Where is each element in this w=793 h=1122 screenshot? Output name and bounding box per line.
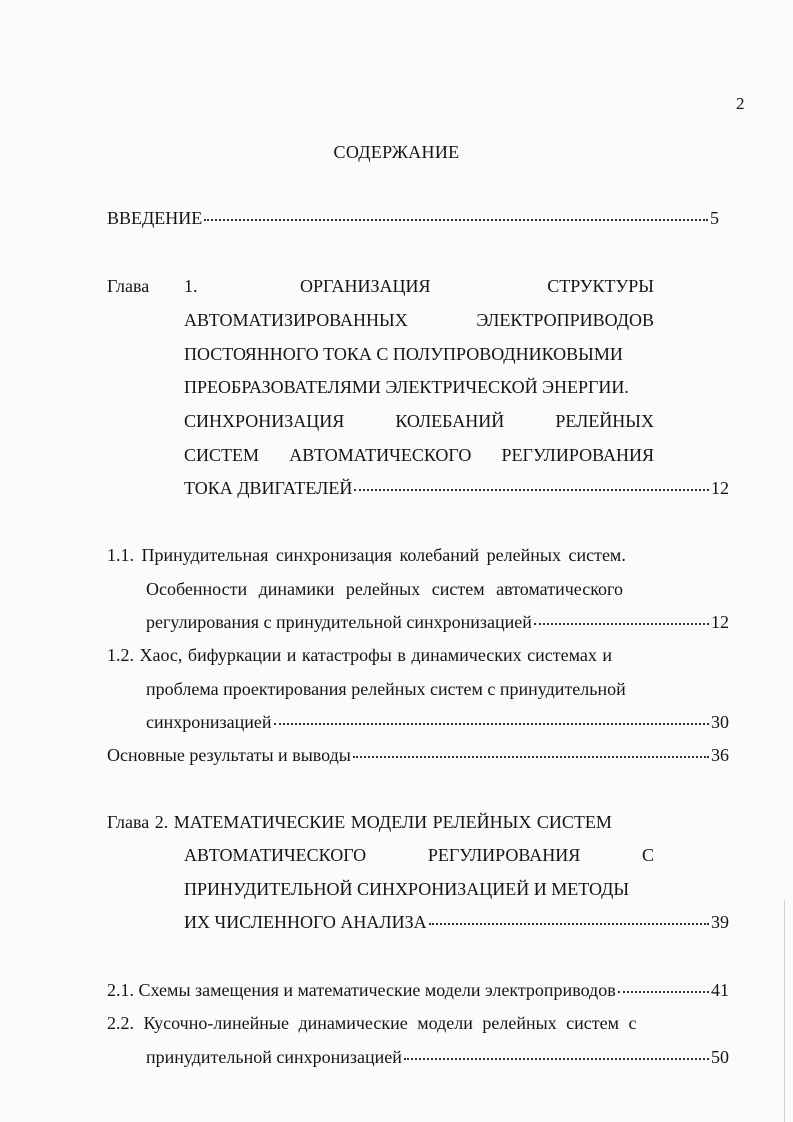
chapter-heading-line-7	[184, 478, 729, 499]
toc-section-2-1[interactable]	[107, 980, 729, 1001]
heading-word: ОРГАНИЗАЦИЯ	[300, 276, 431, 296]
section-line-1: 1.2. Хаос, бифуркации и катастрофы в динамических системах и	[107, 645, 612, 665]
toc-entry-label: ТОКА ДВИГАТЕЛЕЙ	[184, 478, 353, 498]
toc-entry-page: 12	[711, 478, 729, 498]
heading-word: РЕГУЛИРОВАНИЯ	[427, 845, 581, 865]
chapter-heading-line-2	[184, 310, 654, 331]
toc-entry-page: 50	[711, 1047, 729, 1067]
heading-word: АВТОМАТИЧЕСКОГО	[289, 445, 472, 465]
toc-entry-label: ВВЕДЕНИЕ	[107, 208, 203, 228]
dot-leader	[353, 756, 709, 758]
toc-entry-page: 39	[711, 912, 729, 932]
toc-entry-label: регулирования с принудительной синхронизацией	[146, 612, 532, 632]
heading-word: СТРУКТУРЫ	[547, 276, 654, 296]
chapter-heading-line-1: Глава 2. МАТЕМАТИЧЕСКИЕ МОДЕЛИ РЕЛЕЙНЫХ СИСТЕМ	[107, 812, 612, 832]
chapter-heading-line-3: ПРИНУДИТЕЛЬНОЙ СИНХРОНИЗАЦИЕЙ И МЕТОДЫ	[184, 879, 630, 899]
chapter-heading-line-1	[300, 276, 654, 297]
toc-entry-label: синхронизацией	[146, 712, 272, 732]
chapter-number: 1.	[184, 276, 198, 296]
section-line-3	[146, 712, 729, 733]
section-line-1: 1.1. Принудительная синхронизация колебаний релейных систем.	[107, 545, 626, 565]
chapter-label: Глава	[107, 276, 150, 296]
dot-leader	[618, 991, 709, 993]
toc-entry-page: 12	[711, 612, 729, 632]
dot-leader	[404, 1058, 709, 1060]
section-line-3	[146, 612, 729, 633]
chapter-heading-line-4	[184, 912, 729, 933]
heading-word: СИСТЕМ	[184, 445, 260, 465]
heading-word: СИНХРОНИЗАЦИЯ	[184, 411, 345, 431]
chapter-heading-line-5	[184, 411, 654, 432]
heading-word: КОЛЕБАНИЙ	[395, 411, 505, 431]
toc-entry-page: 30	[711, 712, 729, 732]
page-number: 2	[736, 94, 745, 113]
dot-leader	[274, 723, 709, 725]
toc-entry-label: принудительной синхронизацией	[146, 1047, 402, 1067]
dot-leader	[204, 219, 708, 221]
section-line-2: проблема проектирования релейных систем с принудительной	[146, 679, 626, 699]
toc-entry-results[interactable]	[107, 745, 729, 766]
chapter-heading-line-4: ПРЕОБРАЗОВАТЕЛЯМИ ЭЛЕКТРИЧЕСКОЙ ЭНЕРГИИ.	[184, 377, 629, 397]
heading-word: АВТОМАТИЧЕСКОГО	[184, 845, 367, 865]
heading-word: ЭЛЕКТРОПРИВОДОВ	[476, 310, 654, 330]
toc-entry-page: 36	[711, 745, 729, 765]
dot-leader	[429, 923, 709, 925]
toc-entry-label: ИХ ЧИСЛЕННОГО АНАЛИЗА	[184, 912, 427, 932]
toc-entry-page: 41	[711, 980, 729, 1000]
toc-entry-introduction[interactable]	[107, 208, 719, 229]
dot-leader	[354, 489, 709, 491]
chapter-heading-line-3: ПОСТОЯННОГО ТОКА С ПОЛУПРОВОДНИКОВЫМИ	[184, 344, 623, 364]
scan-edge-line	[784, 900, 785, 1122]
toc-entry-page: 5	[710, 208, 719, 228]
toc-entry-label: Основные результаты и выводы	[107, 745, 351, 765]
section-line-2	[146, 1047, 729, 1068]
dot-leader	[534, 623, 709, 625]
toc-entry-label: 2.1. Схемы замещения и математические модели электроприводов	[107, 980, 616, 1000]
heading-word: РЕЛЕЙНЫХ	[555, 411, 654, 431]
chapter-heading-line-6	[184, 445, 654, 466]
heading-word: АВТОМАТИЗИРОВАННЫХ	[184, 310, 408, 330]
chapter-heading-line-2	[184, 845, 654, 866]
section-line-1: 2.2. Кусочно-линейные динамические модели релейных систем с	[107, 1013, 637, 1033]
heading-word: С	[641, 845, 654, 865]
section-line-2: Особенности динамики релейных систем автоматического	[146, 579, 623, 599]
heading-word: РЕГУЛИРОВАНИЯ	[501, 445, 654, 465]
page-title: СОДЕРЖАНИЕ	[333, 142, 460, 162]
